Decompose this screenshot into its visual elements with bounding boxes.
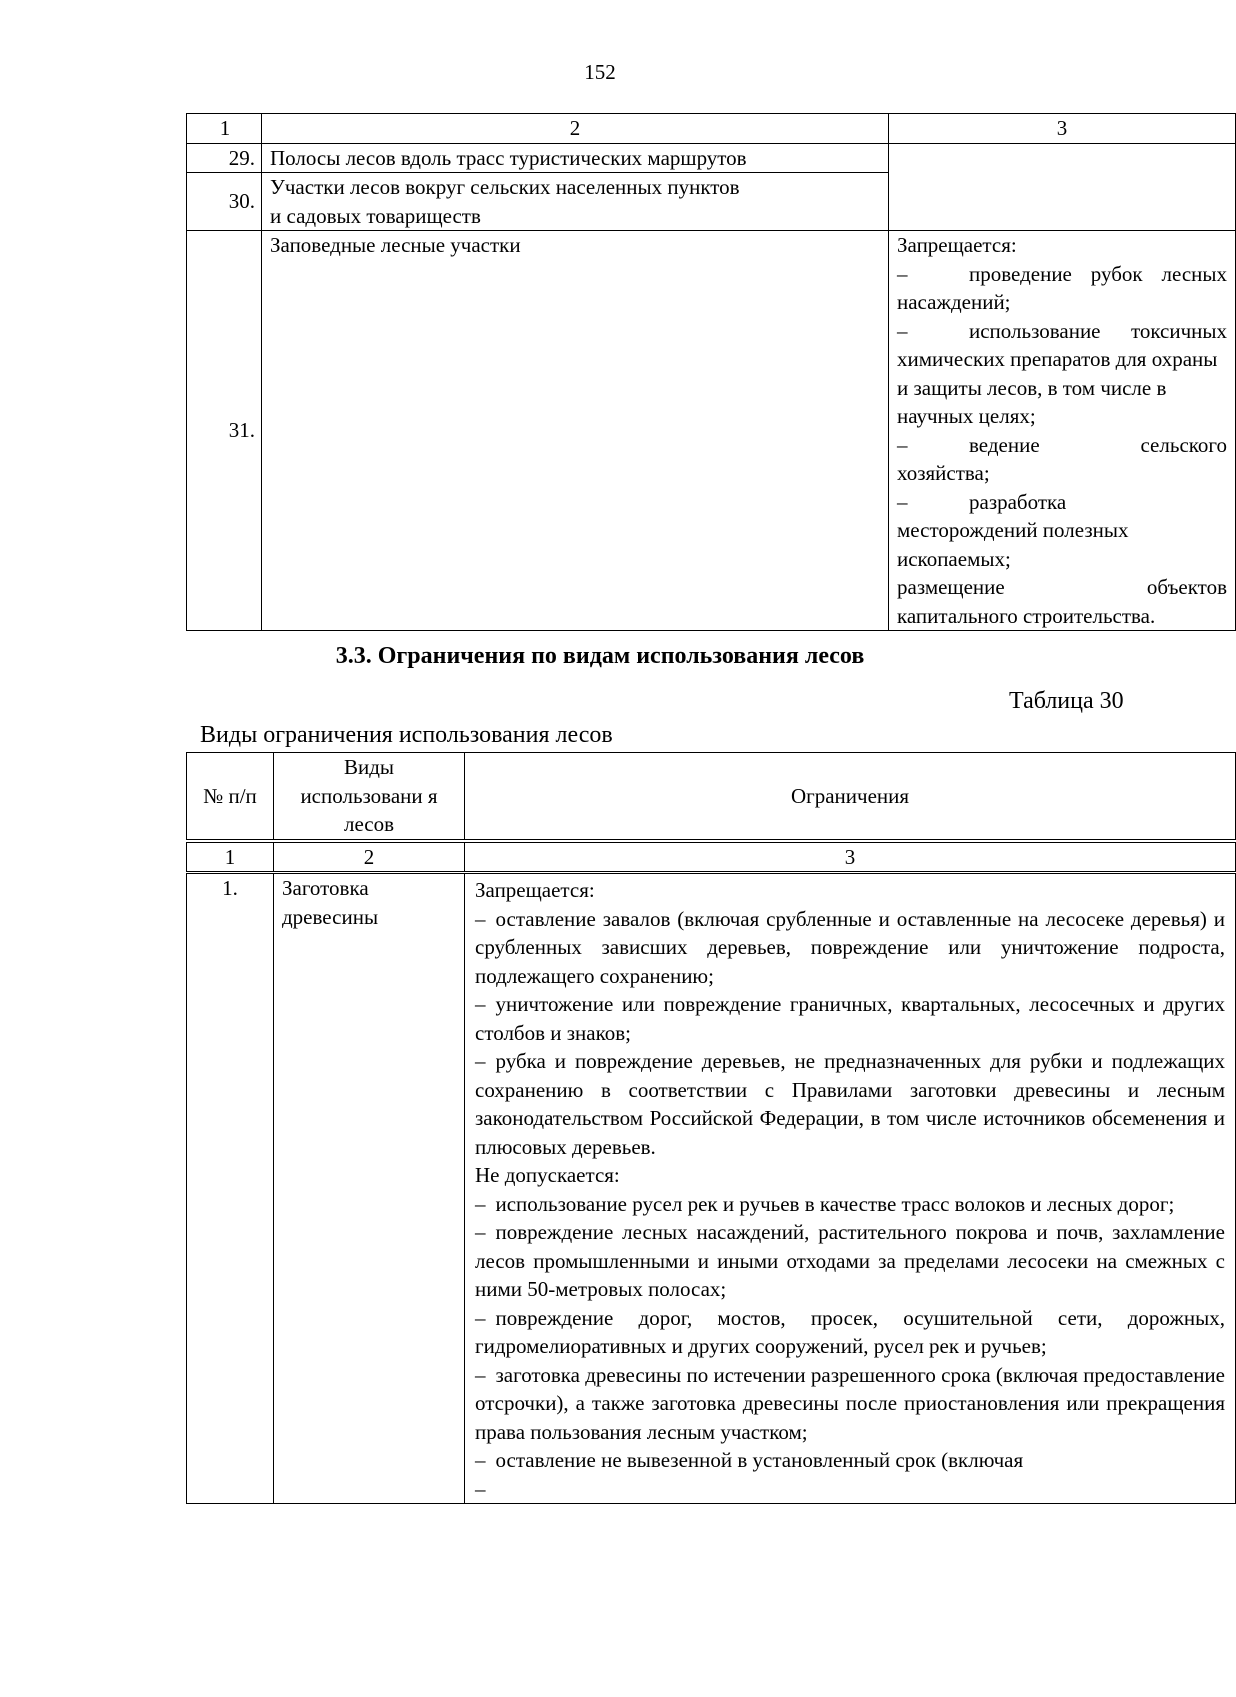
restriction-item: – повреждение дорог, мостов, просек, осушительной сети, дорожных, гидромелиоративных и других сооружений, русел рек и ручьев; (475, 1305, 1225, 1358)
table-header-row (187, 753, 1236, 841)
dash-marker: – (475, 1191, 486, 1216)
table-numbering-row (187, 841, 1236, 873)
numbering-col-3: 3 (465, 841, 1236, 873)
restriction-item: – разработка (897, 488, 1227, 517)
row-number: 29. (187, 143, 262, 173)
dash-marker: – (475, 1448, 486, 1472)
restriction-item-continued: насаждений; (897, 290, 1011, 314)
dash-marker: – (475, 1362, 486, 1387)
dash-marker: – (475, 992, 486, 1016)
table-row (187, 873, 1236, 1504)
empty-cell (889, 143, 1236, 231)
dash-marker: – (897, 261, 908, 286)
restriction-item: – оставление не вывезенной в установленный срок (включая (475, 1448, 1024, 1472)
forest-use-restrictions-table (186, 752, 1236, 1504)
row-name-line: и садовых товариществ (270, 203, 481, 228)
table-header-row (187, 114, 1236, 144)
restrictions-cell (889, 231, 1236, 631)
header-restrictions: Ограничения (465, 753, 1236, 841)
dash-marker: – (475, 1049, 486, 1073)
table-row (187, 231, 1236, 631)
trailing-dash: – (475, 1476, 486, 1501)
restriction-item: размещение объектов (897, 575, 1227, 599)
table-caption: Виды ограничения использования лесов (200, 722, 613, 748)
restriction-item: – уничтожение или повреждение граничных, квартальных, лесосечных и других столбов и знаков; (475, 992, 1225, 1045)
restriction-item-continued: месторождений полезных ископаемых; (897, 518, 1129, 571)
header-use-type: Виды использовани я лесов (274, 753, 465, 841)
row-number: 30. (187, 173, 262, 231)
header-col-3: 3 (889, 114, 1236, 144)
forest-protection-table (186, 113, 1236, 631)
page-number: 152 (584, 60, 616, 84)
header-col-1: 1 (187, 114, 262, 144)
restrictions-heading: Запрещается: (897, 233, 1017, 257)
header-number: № п/п (187, 753, 274, 841)
row-name: Полосы лесов вдоль трасс туристических маршрутов (262, 143, 889, 173)
restriction-item-continued: химических препаратов для охраны и защиты лесов, в том числе в научных целях; (897, 347, 1218, 428)
dash-marker: – (475, 906, 486, 931)
table-row (187, 143, 1236, 173)
dash-marker: – (897, 432, 908, 457)
row-name: Заповедные лесные участки (262, 231, 889, 631)
row-name (262, 173, 889, 231)
restriction-item: – проведение рубок лесных (897, 260, 1227, 289)
dash-marker: – (897, 489, 908, 514)
restriction-item: – использование токсичных (897, 317, 1227, 346)
row-name-line: Участки лесов вокруг сельских населенных пунктов (270, 175, 740, 199)
restriction-item: – рубка и повреждение деревьев, не предназначенных для рубки и подлежащих сохранению в соответствии с Правилами заготовки древесины и лесным законодательством Российской Федерации, в том числе источников обсеменения и плюсовых деревьев. (475, 1049, 1225, 1159)
prohibitions-heading: Не допускается: (475, 1163, 620, 1187)
restriction-item: – оставление завалов (включая срубленные и оставленные на лесосеке деревья) и срубленных зависших деревьев, повреждение или уничтожение подроста, подлежащего сохранению; (475, 906, 1225, 988)
row-use-type: Заготовка древесины (274, 873, 465, 1504)
dash-marker: – (475, 1220, 486, 1244)
numbering-col-2: 2 (274, 841, 465, 873)
restriction-item: – повреждение лесных насаждений, растительного покрова и почв, захламление лесов промышленными и иными отходами за пределами лесосеки на смежных с ними 50-метровых полосах; (475, 1220, 1225, 1301)
row-number: 31. (187, 231, 262, 631)
restriction-item: – заготовка древесины по истечении разрешенного срока (включая предоставление отсрочки), а также заготовка древесины после приостановления или прекращения права пользования лесным участком; (475, 1362, 1225, 1444)
table-number: Таблица 30 (1009, 688, 1124, 714)
restriction-item-continued: хозяйства; (897, 461, 990, 485)
header-col-2: 2 (262, 114, 889, 144)
restriction-item: – использование русел рек и ручьев в качестве трасс волоков и лесных дорог; (475, 1191, 1175, 1216)
numbering-col-1: 1 (187, 841, 274, 873)
row-restrictions (465, 873, 1236, 1504)
dash-marker: – (897, 318, 908, 343)
restriction-item: – ведение сельского (897, 431, 1227, 460)
dash-marker: – (475, 1305, 486, 1330)
restrictions-heading: Запрещается: (475, 878, 595, 902)
section-title: 3.3. Ограничения по видам использования лесов (335, 643, 865, 669)
row-number: 1. (187, 873, 274, 1504)
restriction-item-continued: капитального строительства. (897, 603, 1156, 628)
